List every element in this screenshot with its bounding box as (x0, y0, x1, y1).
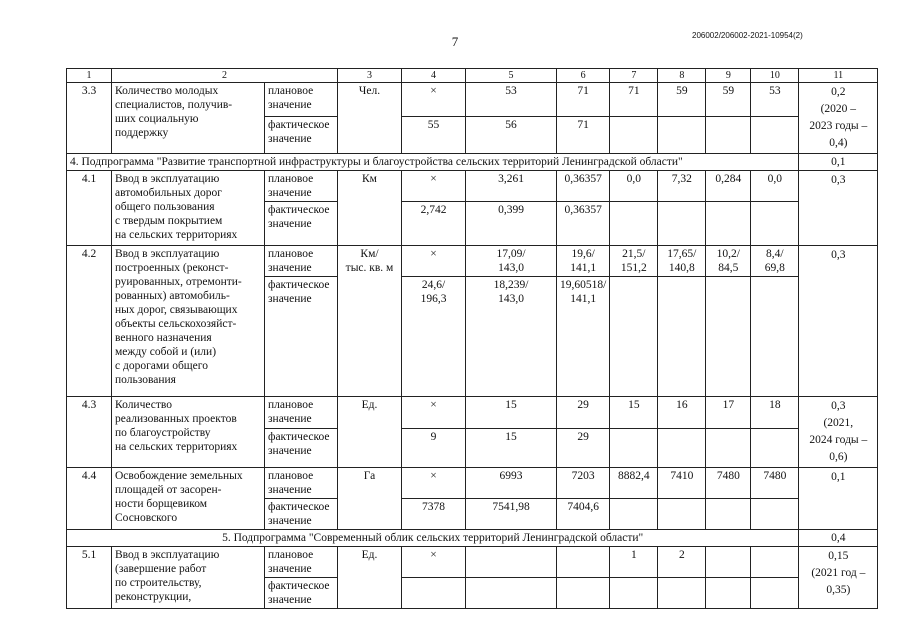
plan-value: 59 (658, 83, 706, 117)
indicator-name: Ввод в эксплуатацию (завершение работ по строительству, реконструкции, (112, 547, 265, 609)
fact-value: 24,6/ 196,3 (402, 277, 466, 397)
plan-value: 21,5/ 151,2 (610, 246, 658, 277)
table-row (67, 83, 878, 117)
fact-value: 7404,6 (557, 499, 610, 530)
header-cell-10: 10 (751, 69, 799, 83)
header-cell-1: 1 (67, 69, 112, 83)
table-row (67, 397, 878, 429)
subprogram-weight: 0,1 (799, 154, 878, 171)
plan-value: × (402, 468, 466, 499)
plan-value: 19,6/ 141,1 (557, 246, 610, 277)
plan-value: 0,0 (751, 171, 799, 202)
plan-value: 17,65/ 140,8 (658, 246, 706, 277)
weight-cell: 0,15 (2021 год – 0,35) (799, 547, 878, 609)
fact-value: 7378 (402, 499, 466, 530)
plan-value: 71 (610, 83, 658, 117)
fact-value (557, 578, 610, 609)
plan-label: плановое значение (265, 468, 338, 499)
indicator-name: Освобождение земельных площадей от засорен- ности борщевиком Сосновского (112, 468, 265, 530)
fact-value (658, 277, 706, 397)
header-cell-6: 6 (557, 69, 610, 83)
fact-value: 71 (557, 116, 610, 153)
plan-value: 1 (610, 547, 658, 578)
plan-value: 17,09/ 143,0 (466, 246, 557, 277)
table-row (67, 171, 878, 202)
plan-value: 3,261 (466, 171, 557, 202)
weight-cell: 0,3 (799, 246, 878, 397)
plan-value: 0,36357 (557, 171, 610, 202)
fact-value (402, 578, 466, 609)
plan-label: плановое значение (265, 246, 338, 277)
plan-value: 2 (658, 547, 706, 578)
fact-value (706, 429, 751, 468)
unit-cell: Км/ тыс. кв. м (338, 246, 402, 397)
header-row (67, 69, 878, 83)
fact-value: 19,60518/ 141,1 (557, 277, 610, 397)
unit-cell: Ед. (338, 547, 402, 609)
fact-value: 0,36357 (557, 202, 610, 246)
indicator-number: 4.2 (67, 246, 112, 397)
plan-value: 0,0 (610, 171, 658, 202)
unit-cell: Га (338, 468, 402, 530)
indicator-number: 5.1 (67, 547, 112, 609)
plan-value (557, 547, 610, 578)
fact-label: фактическое значение (265, 429, 338, 468)
page-number: 7 (451, 34, 459, 49)
indicators-table (66, 68, 878, 609)
plan-label: плановое значение (265, 547, 338, 578)
fact-value (610, 277, 658, 397)
unit-cell: Км (338, 171, 402, 246)
fact-value (751, 277, 799, 397)
plan-value (466, 547, 557, 578)
fact-label: фактическое значение (265, 202, 338, 246)
plan-value: 7203 (557, 468, 610, 499)
plan-value: 17 (706, 397, 751, 429)
fact-value (751, 202, 799, 246)
plan-value: 15 (610, 397, 658, 429)
weight-cell: 0,3 (2021, 2024 годы – 0,6) (799, 397, 878, 468)
plan-value: × (402, 397, 466, 429)
fact-value: 7541,98 (466, 499, 557, 530)
plan-value: 29 (557, 397, 610, 429)
plan-value (706, 547, 751, 578)
plan-value: 0,284 (706, 171, 751, 202)
plan-value: 8882,4 (610, 468, 658, 499)
plan-value: 71 (557, 83, 610, 117)
plan-value: 10,2/ 84,5 (706, 246, 751, 277)
fact-value: 0,399 (466, 202, 557, 246)
subprogram-title: 4. Подпрограмма "Развитие транспортной инфраструктуры и благоустройства сельских территорий Ленинградской области" (67, 154, 799, 171)
fact-value (658, 578, 706, 609)
fact-value: 29 (557, 429, 610, 468)
document-code: 206002/206002-2021-10954(2) (692, 31, 803, 40)
plan-value: × (402, 246, 466, 277)
fact-value (751, 578, 799, 609)
plan-value: 7480 (706, 468, 751, 499)
fact-value (610, 578, 658, 609)
fact-value (610, 429, 658, 468)
fact-value (751, 116, 799, 153)
fact-value (706, 202, 751, 246)
fact-value (610, 202, 658, 246)
fact-value (706, 277, 751, 397)
plan-value: 16 (658, 397, 706, 429)
fact-value (658, 202, 706, 246)
header-cell-7: 7 (610, 69, 658, 83)
fact-label: фактическое значение (265, 277, 338, 397)
fact-value (658, 429, 706, 468)
indicator-number: 4.1 (67, 171, 112, 246)
header-cell-2: 2 (112, 69, 338, 83)
fact-value (610, 116, 658, 153)
table-row (67, 468, 878, 499)
unit-cell: Чел. (338, 83, 402, 154)
indicator-name: Ввод в эксплуатацию автомобильных дорог общего пользования с твердым покрытием на сельских территориях (112, 171, 265, 246)
fact-label: фактическое значение (265, 499, 338, 530)
header-cell-11: 11 (799, 69, 878, 83)
plan-value: 7,32 (658, 171, 706, 202)
plan-value: × (402, 171, 466, 202)
plan-value: 53 (751, 83, 799, 117)
plan-value: 7480 (751, 468, 799, 499)
fact-value (610, 499, 658, 530)
fact-value (706, 499, 751, 530)
plan-value: 59 (706, 83, 751, 117)
fact-label: фактическое значение (265, 578, 338, 609)
plan-label: плановое значение (265, 397, 338, 429)
fact-value: 55 (402, 116, 466, 153)
table-row (67, 547, 878, 578)
indicator-number: 4.3 (67, 397, 112, 468)
fact-value (751, 429, 799, 468)
weight-cell: 0,3 (799, 171, 878, 246)
subprogram-row (67, 530, 878, 547)
indicator-number: 3.3 (67, 83, 112, 154)
plan-value: × (402, 83, 466, 117)
header-cell-8: 8 (658, 69, 706, 83)
indicator-name: Ввод в эксплуатацию построенных (реконст- руированных, отремонти- рованных) автомобиль- ных дорог, связывающих объекты сельскохозяйст- венного назначения между собой и (или) с дорогами общего пользования (112, 246, 265, 397)
plan-label: плановое значение (265, 83, 338, 117)
plan-label: плановое значение (265, 171, 338, 202)
subprogram-title: 5. Подпрограмма "Современный облик сельских территорий Ленинградской области" (67, 530, 799, 547)
fact-value: 9 (402, 429, 466, 468)
fact-label: фактическое значение (265, 116, 338, 153)
plan-value: 7410 (658, 468, 706, 499)
fact-value: 15 (466, 429, 557, 468)
fact-value: 56 (466, 116, 557, 153)
subprogram-row (67, 154, 878, 171)
header-cell-3: 3 (338, 69, 402, 83)
fact-value (706, 116, 751, 153)
subprogram-weight: 0,4 (799, 530, 878, 547)
header-cell-4: 4 (402, 69, 466, 83)
plan-value: 8,4/ 69,8 (751, 246, 799, 277)
indicator-name: Количество молодых специалистов, получив- ших социальную поддержку (112, 83, 265, 154)
plan-value: 15 (466, 397, 557, 429)
fact-value (658, 499, 706, 530)
header-cell-5: 5 (466, 69, 557, 83)
plan-value: 6993 (466, 468, 557, 499)
indicator-name: Количество реализованных проектов по благоустройству на сельских территориях (112, 397, 265, 468)
fact-value (706, 578, 751, 609)
weight-cell: 0,2 (2020 – 2023 годы – 0,4) (799, 83, 878, 154)
table-row (67, 246, 878, 277)
weight-cell: 0,1 (799, 468, 878, 530)
plan-value (751, 547, 799, 578)
plan-value: 53 (466, 83, 557, 117)
header-cell-9: 9 (706, 69, 751, 83)
unit-cell: Ед. (338, 397, 402, 468)
fact-value: 2,742 (402, 202, 466, 246)
fact-value (751, 499, 799, 530)
fact-value (658, 116, 706, 153)
plan-value: 18 (751, 397, 799, 429)
plan-value: × (402, 547, 466, 578)
fact-value (466, 578, 557, 609)
indicator-number: 4.4 (67, 468, 112, 530)
fact-value: 18,239/ 143,0 (466, 277, 557, 397)
